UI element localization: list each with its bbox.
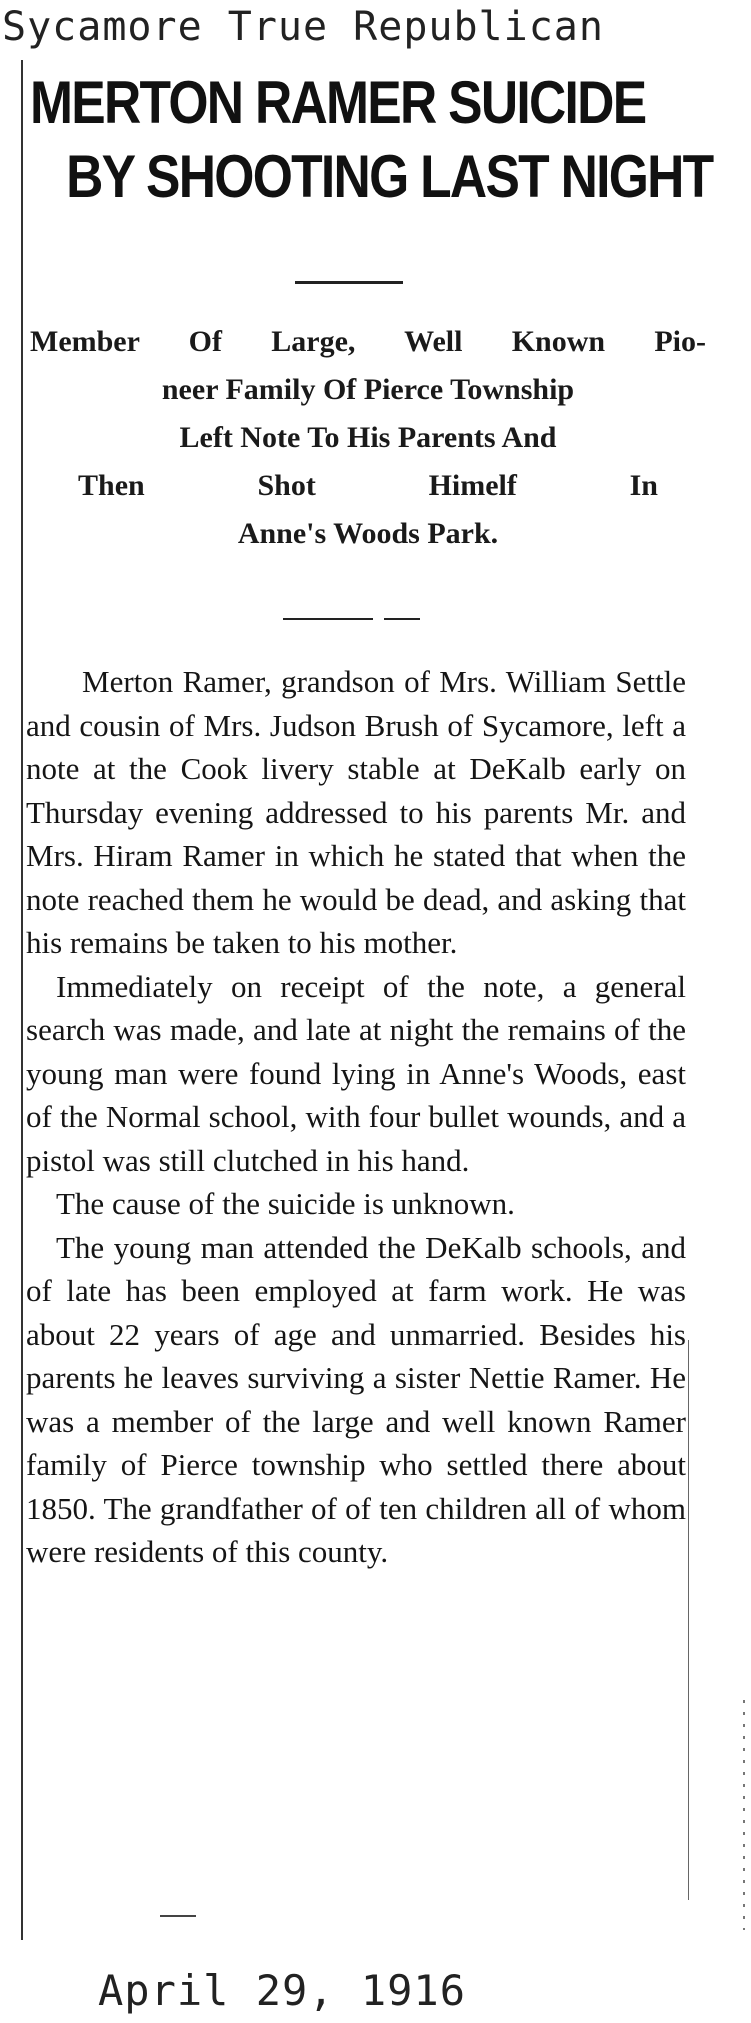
article-body bbox=[26, 660, 686, 1574]
subhead-line-4: Then Shot Himelf In bbox=[78, 469, 658, 502]
subhead-divider bbox=[283, 618, 373, 620]
body-paragraph-1: Merton Ramer, grandson of Mrs. William Settle and cousin of Mrs. Judson Brush of Sycamore, left a note at the Cook livery stable at DeKalb early on Thursday evening addressed to his parents Mr. and Mrs. Hiram Ramer in which he stated that when the note reached them he would be dead, and asking that his remains be taken to his mother. bbox=[26, 664, 686, 960]
column-rule-right bbox=[688, 1340, 689, 1900]
subhead-line-5: Anne's Woods Park. bbox=[237, 517, 499, 550]
subhead-line-3: Left Note To His Parents And bbox=[179, 421, 557, 454]
article-subheadline bbox=[30, 318, 706, 558]
subhead-divider-tail bbox=[384, 618, 420, 620]
body-paragraph-3: The cause of the suicide is unknown. bbox=[56, 1186, 515, 1221]
subhead-line-1: Member Of Large, Well Known Pio- bbox=[30, 325, 706, 358]
body-paragraph-4: The young man attended the DeKalb schools, and of late has been employed at farm work. He was about 22 years of age and unmarried. Besides his parents he leaves surviving a sister Nettie Ramer. He was a member of the large and well known Ramer family of Pierce township who settled there about 1850. The grandfather of of ten children all of whom were residents of this county. bbox=[26, 1229, 686, 1569]
headline-line-2: BY SHOOTING LAST NIGHT bbox=[66, 143, 713, 210]
article-end-mark bbox=[160, 1915, 196, 1917]
masthead-title: Sycamore True Republican bbox=[2, 4, 604, 50]
headline-divider bbox=[295, 281, 403, 284]
headline-line-1: MERTON RAMER SUICIDE bbox=[30, 69, 646, 136]
column-rule-left bbox=[21, 60, 23, 1940]
article-headline bbox=[30, 68, 713, 216]
page-edge-marks bbox=[743, 1700, 745, 1930]
publication-date: April 29, 1916 bbox=[98, 1966, 467, 2015]
subhead-line-2: neer Family Of Pierce Township bbox=[161, 373, 575, 406]
body-paragraph-2: Immediately on receipt of the note, a general search was made, and late at night the remains of the young man were found lying in Anne's Woods, east of the Normal school, with four bullet wounds, and a pistol was still clutched in his hand. bbox=[26, 968, 686, 1178]
